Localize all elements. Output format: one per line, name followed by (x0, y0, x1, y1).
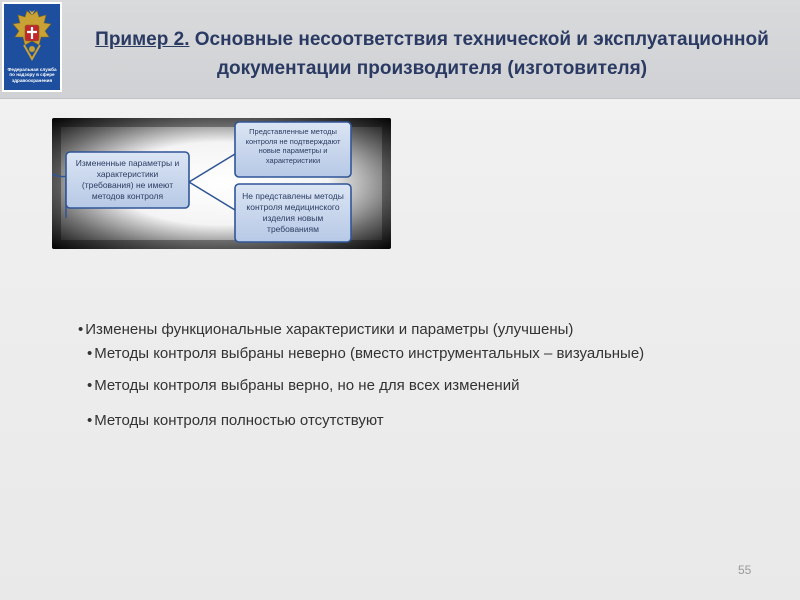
diagram-left-box-text: Измененные параметры и характеристики (требования) не имеют методов контроля (75, 158, 180, 201)
agency-logo (2, 2, 62, 92)
bullet-main: • Изменены функциональные характеристики и параметры (улучшены) (78, 321, 573, 338)
slide-number: 55 (738, 563, 752, 577)
title-lead: Пример 2. (95, 29, 190, 50)
page-title (74, 25, 790, 83)
bullet-item: • Методы контроля выбраны неверно (вместо инструментальных – визуальные) (87, 345, 644, 362)
diagram-image (52, 118, 391, 249)
title-rest: Основные несоответствия технической и эксплуатационной документации производителя (изготовителя) (189, 29, 769, 79)
double-headed-eagle-icon (10, 9, 54, 65)
diagram-right-bottom-text: Не представлены методы контроля медицинского изделия новым требованиям (242, 191, 344, 234)
diagram-right-top-text: Представленные методы контроля не подтверждают новые параметры и характеристики (245, 127, 341, 165)
bullet-item: • Методы контроля полностью отсутствуют (87, 412, 384, 429)
bullet-item: • Методы контроля выбраны верно, но не для всех изменений (87, 377, 519, 394)
agency-caption: Федеральная служба по надзору в сфере здравоохранения (7, 67, 57, 83)
header-band (0, 0, 800, 99)
